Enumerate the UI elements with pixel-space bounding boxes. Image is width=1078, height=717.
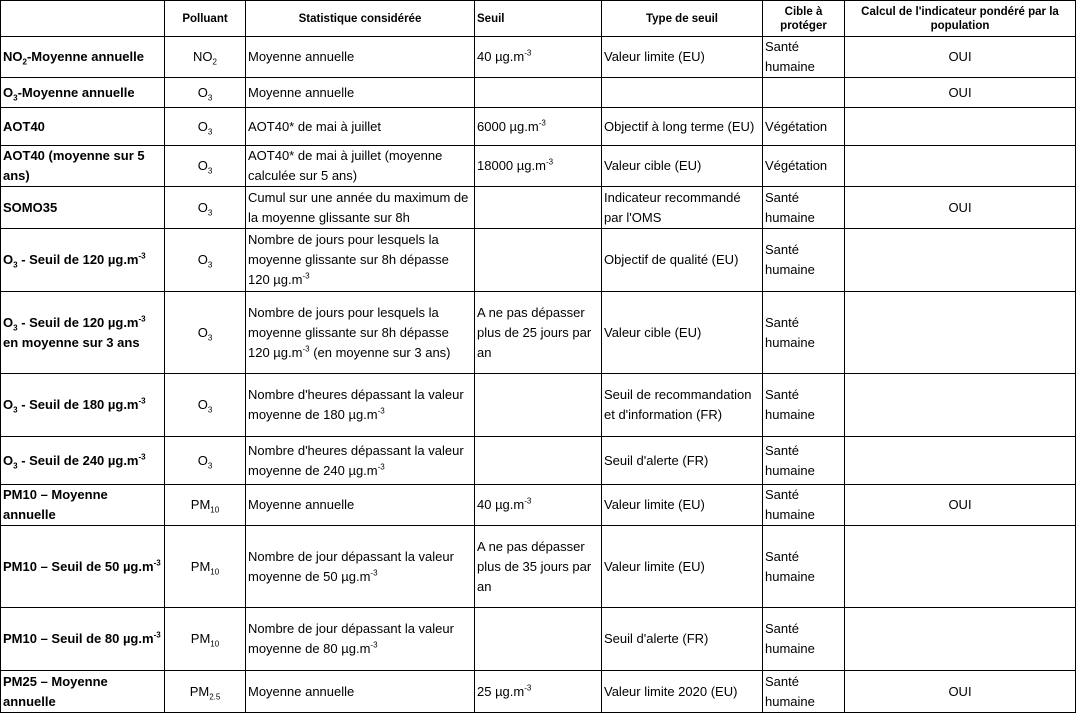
indicator-name-prefix: O — [3, 314, 14, 330]
table-row — [1, 671, 1076, 713]
indicator-name-prefix: NO — [3, 49, 23, 64]
polluant-text: O — [197, 118, 208, 134]
table-row — [1, 374, 1076, 437]
type-seuil-cell: Valeur limite (EU) — [602, 526, 763, 608]
cible-cell: Santé humaine — [763, 229, 845, 292]
polluant-text: O — [197, 324, 208, 340]
seuil-text: 25 µg.m — [477, 683, 525, 699]
header-cible: Cible à protéger — [763, 1, 845, 37]
indicator-name-cell — [1, 374, 165, 437]
polluant-text: O — [197, 84, 208, 100]
table-row — [1, 78, 1076, 108]
cible-cell: Végétation — [763, 146, 845, 187]
type-seuil-cell: Indicateur recommandé par l'OMS — [602, 187, 763, 229]
type-seuil-cell: Valeur limite (EU) — [602, 485, 763, 526]
indicator-name-cell — [1, 187, 165, 229]
indicator-name-suffix: en moyenne sur 3 ans — [3, 334, 140, 350]
indicator-name-subscript: 3 — [13, 461, 18, 471]
statistique-superscript: -3 — [370, 568, 378, 578]
polluant-subscript: 3 — [207, 461, 213, 471]
table-row — [1, 526, 1076, 608]
indicator-name-prefix: O — [3, 84, 14, 100]
indicator-name-text: PM25 – Moyenne annuelle — [3, 673, 108, 709]
statistique-cell — [246, 146, 475, 187]
table-row — [1, 485, 1076, 526]
polluant-cell — [165, 292, 246, 374]
seuil-cell — [475, 374, 602, 437]
table-row — [1, 187, 1076, 229]
indicator-name-text: AOT40 (moyenne sur 5 ans) — [3, 148, 145, 183]
polluant-cell — [165, 526, 246, 608]
statistique-text: Nombre de jour dépassant la valeur moyenne de 50 µg.m — [248, 548, 454, 584]
statistique-text: Nombre de jours pour lesquels la moyenne glissante sur 8h dépasse 120 µg.m — [248, 304, 449, 360]
calcul-cell: OUI — [845, 37, 1076, 78]
indicator-name-cell — [1, 108, 165, 146]
indicator-name-superscript: -3 — [138, 314, 146, 324]
seuil-text: 40 µg.m — [477, 497, 525, 512]
statistique-cell — [246, 187, 475, 229]
polluant-cell — [165, 374, 246, 437]
cible-cell: Santé humaine — [763, 37, 845, 78]
table-row — [1, 292, 1076, 374]
polluant-subscript: 10 — [210, 567, 220, 577]
polluant-cell — [165, 485, 246, 526]
indicator-name-text: AOT40 — [3, 118, 45, 134]
cible-cell: Santé humaine — [763, 374, 845, 437]
polluant-cell — [165, 229, 246, 292]
header-type-seuil: Type de seuil — [602, 1, 763, 37]
statistique-text: Nombre de jour dépassant la valeur moyenne de 80 µg.m — [248, 621, 454, 656]
type-seuil-cell: Valeur cible (EU) — [602, 146, 763, 187]
cible-cell: Santé humaine — [763, 485, 845, 526]
statistique-superscript: -3 — [302, 271, 310, 281]
indicator-name-cell — [1, 485, 165, 526]
statistique-text: AOT40* de mai à juillet (moyenne calculée sur 5 ans) — [248, 148, 443, 183]
statistique-text: Nombre d'heures dépassant la valeur moyenne de 240 µg.m — [248, 442, 464, 478]
header-polluant: Polluant — [165, 1, 246, 37]
statistique-text: Moyenne annuelle — [248, 84, 355, 100]
polluant-cell — [165, 146, 246, 187]
polluant-text: PM — [190, 558, 211, 574]
cible-cell: Santé humaine — [763, 608, 845, 671]
cible-cell — [763, 78, 845, 108]
seuil-cell — [475, 526, 602, 608]
statistique-superscript: -3 — [370, 640, 378, 650]
seuil-superscript: -3 — [524, 496, 532, 506]
calcul-cell — [845, 146, 1076, 187]
type-seuil-cell: Objectif à long terme (EU) — [602, 108, 763, 146]
statistique-cell — [246, 437, 475, 485]
polluant-text: O — [197, 158, 208, 173]
table-row — [1, 437, 1076, 485]
table-row — [1, 608, 1076, 671]
cible-cell: Santé humaine — [763, 526, 845, 608]
indicator-name-text: Moyenne annuelle — [31, 49, 144, 64]
seuil-cell — [475, 78, 602, 108]
type-seuil-cell: Valeur cible (EU) — [602, 292, 763, 374]
statistique-text: Nombre de jours pour lesquels la moyenne glissante sur 8h dépasse 120 µg.m — [248, 232, 449, 287]
indicator-name-subscript: 3 — [13, 323, 18, 333]
seuil-cell — [475, 37, 602, 78]
calcul-cell — [845, 374, 1076, 437]
seuil-cell — [475, 146, 602, 187]
indicator-name-text: PM10 – Moyenne annuelle — [3, 487, 108, 522]
header-calcul: Calcul de l'indicateur pondéré par la population — [845, 1, 1076, 37]
calcul-cell — [845, 229, 1076, 292]
polluant-text: O — [197, 199, 208, 215]
indicator-name-superscript: -3 — [153, 630, 161, 640]
polluant-subscript: 3 — [207, 208, 213, 218]
statistique-cell — [246, 671, 475, 713]
statistique-cell — [246, 374, 475, 437]
seuil-superscript: -3 — [524, 683, 532, 693]
statistique-superscript: -3 — [377, 406, 385, 416]
statistique-cell — [246, 78, 475, 108]
polluant-cell — [165, 671, 246, 713]
statistique-text: Cumul sur une année du maximum de la moyenne glissante sur 8h — [248, 189, 469, 225]
table-row — [1, 146, 1076, 187]
cible-cell: Végétation — [763, 108, 845, 146]
indicator-name-cell — [1, 437, 165, 485]
statistique-cell — [246, 608, 475, 671]
seuil-superscript: -3 — [538, 118, 546, 128]
indicator-name-text: SOMO35 — [3, 199, 58, 215]
indicator-name-subscript: 3 — [13, 405, 18, 415]
indicator-name-superscript: -3 — [153, 558, 161, 568]
header-row — [1, 1, 1076, 37]
indicator-name-prefix: O — [3, 252, 14, 267]
table-row — [1, 37, 1076, 78]
indicator-name-cell — [1, 146, 165, 187]
indicator-name-prefix: O — [3, 397, 14, 412]
calcul-cell: OUI — [845, 78, 1076, 108]
polluant-cell — [165, 608, 246, 671]
polluant-subscript: 3 — [207, 127, 213, 137]
statistique-text: Moyenne annuelle — [248, 49, 355, 64]
polluant-subscript: 10 — [210, 639, 220, 649]
polluant-text: PM — [190, 497, 211, 512]
seuil-cell — [475, 229, 602, 292]
type-seuil-cell: Seuil d'alerte (FR) — [602, 608, 763, 671]
indicator-name-superscript: -3 — [138, 396, 146, 406]
statistique-text: AOT40* de mai à juillet — [248, 118, 381, 134]
type-seuil-cell — [602, 78, 763, 108]
polluant-text: PM — [190, 631, 211, 646]
calcul-cell — [845, 108, 1076, 146]
statistique-superscript: -3 — [377, 462, 385, 472]
seuil-cell — [475, 437, 602, 485]
polluant-subscript: 3 — [207, 405, 213, 415]
statistique-cell — [246, 108, 475, 146]
calcul-cell — [845, 292, 1076, 374]
indicator-name-text: - Seuil de 180 µg.m — [17, 397, 139, 412]
indicator-name-cell — [1, 608, 165, 671]
header-statistique: Statistique considérée — [246, 1, 475, 37]
seuil-text: 6000 µg.m — [477, 118, 539, 134]
seuil-cell — [475, 671, 602, 713]
indicator-name-subscript: 2 — [22, 57, 27, 67]
indicator-name-prefix: O — [3, 452, 14, 468]
indicator-name-text: PM10 – Seuil de 80 µg.m — [3, 631, 154, 646]
cible-cell: Santé humaine — [763, 187, 845, 229]
indicator-name-sep: - — [17, 84, 22, 100]
calcul-cell: OUI — [845, 187, 1076, 229]
statistique-text: Moyenne annuelle — [248, 683, 355, 699]
cible-cell: Santé humaine — [763, 437, 845, 485]
statistique-cell — [246, 526, 475, 608]
cible-cell: Santé humaine — [763, 671, 845, 713]
seuil-text: A ne pas dépasser plus de 35 jours par an — [477, 538, 592, 594]
statistique-cell — [246, 292, 475, 374]
seuil-cell — [475, 292, 602, 374]
calcul-cell — [845, 608, 1076, 671]
polluant-cell — [165, 37, 246, 78]
indicator-name-subscript: 3 — [13, 93, 18, 103]
indicator-name-cell — [1, 37, 165, 78]
calcul-cell — [845, 437, 1076, 485]
type-seuil-cell: Seuil d'alerte (FR) — [602, 437, 763, 485]
seuil-text: 40 µg.m — [477, 49, 525, 64]
indicator-name-superscript: -3 — [138, 251, 146, 261]
indicator-name-text: - Seuil de 120 µg.m — [17, 314, 139, 330]
indicator-name-cell — [1, 526, 165, 608]
statistique-text: Moyenne annuelle — [248, 497, 355, 512]
seuil-cell — [475, 187, 602, 229]
header-seuil: Seuil — [475, 1, 602, 37]
polluant-subscript: 2 — [212, 57, 217, 67]
statistique-superscript: -3 — [302, 344, 310, 354]
polluant-subscript: 3 — [207, 260, 213, 270]
statistique-suffix: (en moyenne sur 3 ans) — [309, 344, 451, 360]
indicator-name-text: - Seuil de 120 µg.m — [17, 252, 139, 267]
polluant-text: O — [197, 397, 208, 412]
statistique-cell — [246, 229, 475, 292]
indicator-name-cell — [1, 671, 165, 713]
seuil-superscript: -3 — [524, 48, 532, 58]
calcul-cell: OUI — [845, 671, 1076, 713]
indicator-name-cell — [1, 292, 165, 374]
polluant-cell — [165, 78, 246, 108]
polluant-text: NO — [193, 49, 213, 64]
type-seuil-cell: Objectif de qualité (EU) — [602, 229, 763, 292]
calcul-cell — [845, 526, 1076, 608]
indicator-name-subscript: 3 — [13, 260, 18, 270]
polluant-cell — [165, 437, 246, 485]
table-row — [1, 108, 1076, 146]
type-seuil-cell: Valeur limite 2020 (EU) — [602, 671, 763, 713]
statistique-text: Nombre d'heures dépassant la valeur moyenne de 180 µg.m — [248, 387, 464, 422]
statistique-cell — [246, 37, 475, 78]
indicator-name-cell — [1, 78, 165, 108]
type-seuil-cell: Seuil de recommandation et d'information (FR) — [602, 374, 763, 437]
seuil-cell — [475, 608, 602, 671]
indicator-name-text: - Seuil de 240 µg.m — [17, 452, 139, 468]
polluant-text: O — [197, 452, 208, 468]
cible-cell: Santé humaine — [763, 292, 845, 374]
calcul-cell: OUI — [845, 485, 1076, 526]
polluant-cell — [165, 108, 246, 146]
indicator-name-text: Moyenne annuelle — [21, 84, 135, 100]
seuil-cell — [475, 108, 602, 146]
polluant-subscript: 10 — [210, 505, 220, 515]
indicator-name-sep: - — [26, 49, 32, 64]
polluant-subscript: 3 — [207, 166, 213, 176]
statistique-cell — [246, 485, 475, 526]
seuil-text: 18000 µg.m — [477, 158, 546, 173]
seuil-cell — [475, 485, 602, 526]
polluant-subscript: 3 — [207, 93, 213, 103]
seuil-superscript: -3 — [545, 157, 554, 167]
polluant-text: PM — [189, 683, 210, 699]
indicator-name-cell — [1, 229, 165, 292]
polluant-cell — [165, 187, 246, 229]
seuil-text: A ne pas dépasser plus de 25 jours par an — [477, 304, 592, 360]
polluant-text: O — [197, 252, 208, 267]
header-indicator — [1, 1, 165, 37]
indicator-name-superscript: -3 — [138, 452, 146, 462]
table-row — [1, 229, 1076, 292]
polluant-subscript: 2.5 — [209, 692, 221, 702]
polluant-subscript: 3 — [207, 333, 213, 343]
indicator-name-text: PM10 – Seuil de 50 µg.m — [3, 558, 154, 574]
type-seuil-cell: Valeur limite (EU) — [602, 37, 763, 78]
